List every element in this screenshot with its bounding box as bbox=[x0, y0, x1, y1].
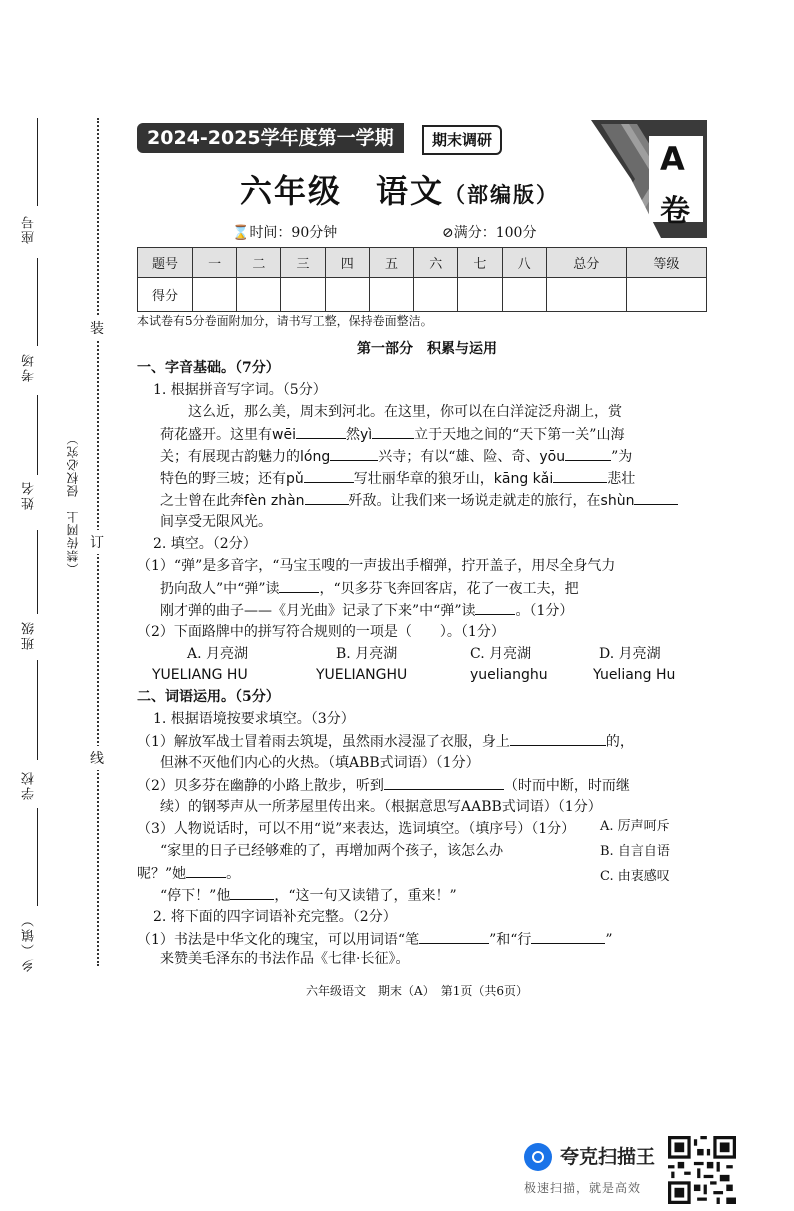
table-cell: 一 bbox=[193, 248, 237, 278]
township-line[interactable] bbox=[37, 808, 38, 906]
check-circle-icon: ⊘ bbox=[442, 225, 454, 241]
name-line[interactable] bbox=[37, 395, 38, 475]
pinyin: shùn bbox=[600, 493, 635, 509]
q2-item2 bbox=[137, 775, 630, 796]
table-cell: 八 bbox=[502, 248, 546, 278]
q1-sub2: 2. 填空。（2分） bbox=[153, 536, 257, 552]
text: 扔向敌人”中“弹”读 bbox=[160, 581, 280, 597]
q2-sub2-item1: 来赞美毛泽东的书法作品《七律·长征》。 bbox=[160, 951, 410, 967]
copyright-note: （禁传网上 侵权必究） bbox=[66, 432, 80, 575]
score-cell[interactable] bbox=[502, 278, 546, 312]
text: 之士曾在此奔 bbox=[160, 493, 244, 509]
exam-room-line[interactable] bbox=[37, 258, 38, 346]
q2-item3: （3）人物说话时，可以不用“说”来表达，选词填空。（填序号）（1分） bbox=[137, 821, 576, 837]
pinyin: yì bbox=[359, 427, 373, 443]
q1-passage-line bbox=[160, 490, 678, 511]
part-title: 第一部分 积累与运用 bbox=[357, 341, 497, 357]
text: 特色的野三坡；还有 bbox=[160, 471, 286, 487]
text: 立于天地之间的“天下第一关”山海 bbox=[414, 427, 625, 443]
q2-item2: 续）的钢琴声从一所茅屋里传出来。（根据意思写AABB式词语）（1分） bbox=[160, 799, 602, 815]
page-title bbox=[240, 166, 559, 212]
answer-blank[interactable] bbox=[296, 424, 346, 439]
text: 荷花盛开。这里有 bbox=[160, 427, 272, 443]
answer-blank[interactable] bbox=[553, 468, 607, 483]
speech-choice-box bbox=[600, 814, 670, 889]
q1-sub2-item2: （2）下面路牌中的拼写符合规则的一项是（ ）。（1分） bbox=[137, 624, 505, 640]
score-cell[interactable] bbox=[369, 278, 413, 312]
choice-b: B. 自言自语 bbox=[600, 844, 670, 859]
score-table-score-row bbox=[138, 278, 707, 312]
text: 歼敌。让我们来一场说走就走的旅行，在 bbox=[348, 493, 601, 509]
text: 刚才弹的曲子——《月光曲》记录了下来”中“弹”读 bbox=[160, 603, 476, 619]
text: 兴寺；有以“雄、险、奇、 bbox=[378, 449, 540, 465]
answer-blank[interactable] bbox=[186, 863, 226, 878]
answer-blank[interactable] bbox=[531, 929, 605, 944]
full-score-text: 满分：100分 bbox=[453, 225, 537, 241]
q1-passage-line: 间享受无限风光。 bbox=[160, 514, 272, 530]
answer-blank[interactable] bbox=[510, 731, 606, 746]
text: 写壮丽华章的狼牙山， bbox=[353, 471, 494, 487]
text: ”为 bbox=[611, 449, 633, 465]
pinyin: yōu bbox=[539, 449, 566, 465]
score-cell[interactable] bbox=[193, 278, 237, 312]
answer-blank[interactable] bbox=[230, 885, 274, 900]
class-line[interactable] bbox=[37, 530, 38, 614]
exam-type-tag: 期末调研 bbox=[422, 125, 502, 155]
score-cell[interactable] bbox=[546, 278, 626, 312]
answer-blank[interactable] bbox=[372, 424, 414, 439]
choice-c: C. 由衷感叹 bbox=[600, 869, 670, 884]
name-label: 姓名 bbox=[22, 480, 37, 510]
table-cell: 六 bbox=[414, 248, 458, 278]
answer-blank[interactable] bbox=[475, 600, 515, 615]
text: （2）贝多芬在幽静的小路上散步，听到 bbox=[137, 778, 384, 794]
table-cell: 等级 bbox=[626, 248, 706, 278]
option-a-pinyin: YUELIANG HU bbox=[152, 667, 248, 683]
text: 关；有展现古韵魅力的 bbox=[160, 449, 300, 465]
option-b-pinyin: YUELIANGHU bbox=[316, 667, 408, 683]
answer-blank[interactable] bbox=[330, 446, 378, 461]
q1-passage-line: 这么近，那么美，周末到河北。在这里，你可以在白洋淀泛舟湖上，赏 bbox=[188, 404, 622, 420]
edition-text: （部编版） bbox=[444, 182, 560, 207]
text: ，“这一句又读错了，重来！” bbox=[274, 888, 457, 904]
answer-blank[interactable] bbox=[419, 929, 489, 944]
q1-heading: 一、字音基础。（7分） bbox=[137, 360, 280, 376]
answer-blank[interactable] bbox=[634, 490, 678, 505]
text: （时而中断，时而继 bbox=[503, 778, 630, 794]
scanner-slogan: 极速扫描，就是高效 bbox=[524, 1181, 642, 1195]
q2-item3: “家里的日子已经够难的了，再增加两个孩子，该怎么办 bbox=[160, 843, 504, 859]
q2-item1 bbox=[137, 731, 634, 752]
option-d-pinyin: Yueliang Hu bbox=[593, 667, 676, 683]
q2-sub1: 1. 根据语境按要求填空。（3分） bbox=[153, 711, 355, 727]
q2-sub2: 2. 将下面的四字词语补充完整。（2分） bbox=[153, 909, 397, 925]
table-cell: 七 bbox=[458, 248, 502, 278]
score-cell[interactable] bbox=[281, 278, 325, 312]
qr-code-icon bbox=[668, 1136, 736, 1204]
paper-letter-a: A bbox=[660, 140, 685, 178]
class-label: 班级 bbox=[22, 620, 37, 650]
text: ”和“行 bbox=[489, 932, 532, 948]
q1-sub1: 1. 根据拼音写字词。（5分） bbox=[153, 382, 327, 398]
q2-heading: 二、词语运用。（5分） bbox=[137, 689, 280, 705]
neatness-note: 本试卷有5分卷面附加分，请书写工整，保持卷面整洁。 bbox=[137, 314, 433, 328]
score-info bbox=[442, 222, 536, 242]
table-cell: 四 bbox=[325, 248, 369, 278]
answer-blank[interactable] bbox=[565, 446, 611, 461]
text: 悲壮 bbox=[607, 471, 636, 487]
school-line[interactable] bbox=[37, 660, 38, 760]
binding-char-xian: 线 bbox=[90, 746, 104, 770]
q1-passage-line bbox=[160, 446, 632, 467]
option-d-label[interactable]: D. 月亮湖 bbox=[599, 646, 661, 662]
text: 。（1分） bbox=[515, 603, 574, 619]
q2-item3 bbox=[137, 863, 240, 884]
text: （1）解放军战士冒着雨去筑堤，虽然雨水浸湿了衣服，身上 bbox=[137, 734, 510, 750]
score-cell[interactable] bbox=[325, 278, 369, 312]
score-cell[interactable] bbox=[237, 278, 281, 312]
option-c-label[interactable]: C. 月亮湖 bbox=[470, 646, 532, 662]
pinyin: fèn zhàn bbox=[244, 493, 305, 509]
table-cell: 三 bbox=[281, 248, 325, 278]
scanner-app-name: 夸克扫描王 bbox=[560, 1146, 656, 1168]
q1-sub2-item1: （1）“弹”是多音字，“马宝玉嗖的一声拔出手榴弹，拧开盖子，用尽全身气力 bbox=[137, 558, 616, 574]
score-cell[interactable] bbox=[626, 278, 706, 312]
text: 的， bbox=[605, 734, 634, 750]
paper-letter-juan: 卷 bbox=[660, 194, 690, 229]
township-label: 乡（镇） bbox=[22, 912, 37, 972]
text: ，“贝多芬飞奔回客店，花了一夜工夫，把 bbox=[319, 581, 579, 597]
year-term-banner: 2024-2025学年度第一学期 bbox=[137, 123, 404, 153]
text: ” bbox=[605, 932, 613, 948]
table-cell: 二 bbox=[237, 248, 281, 278]
seat-number-line[interactable] bbox=[37, 118, 38, 206]
q2-item1: 但淋不灭他们内心的火热。（填ABB式词语）（1分） bbox=[160, 755, 480, 771]
option-c-pinyin: yuelianghu bbox=[470, 667, 548, 683]
text: （1）书法是中华文化的瑰宝，可以用词语“笔 bbox=[137, 932, 420, 948]
scanner-logo-icon bbox=[524, 1143, 552, 1171]
score-cell[interactable] bbox=[414, 278, 458, 312]
score-table bbox=[137, 247, 707, 312]
binding-char-ding: 订 bbox=[90, 530, 104, 554]
q1-passage-line bbox=[160, 424, 624, 445]
table-cell: 总分 bbox=[546, 248, 626, 278]
pinyin: lóng bbox=[300, 449, 331, 465]
hourglass-icon: ⌛ bbox=[232, 225, 250, 241]
table-cell: 得分 bbox=[138, 278, 193, 312]
page-footer: 六年级语文 期末（A） 第1页（共6页） bbox=[306, 984, 528, 998]
text: “停下！”他 bbox=[160, 888, 231, 904]
table-cell: 五 bbox=[369, 248, 413, 278]
q2-sub2-item1 bbox=[137, 929, 613, 950]
time-info bbox=[232, 222, 337, 242]
text: 然 bbox=[345, 427, 360, 443]
answer-blank[interactable] bbox=[279, 578, 319, 593]
seat-number-label: 座号 bbox=[22, 214, 37, 244]
exam-room-label: 考场 bbox=[22, 352, 37, 382]
table-cell: 题号 bbox=[138, 248, 193, 278]
choice-a: A. 厉声呵斥 bbox=[600, 819, 670, 834]
text: 呢？”她 bbox=[137, 866, 187, 882]
q1-sub2-item1 bbox=[160, 600, 573, 621]
score-table-header-row bbox=[138, 248, 707, 278]
q1-passage-line bbox=[160, 468, 635, 489]
option-b-label[interactable]: B. 月亮湖 bbox=[336, 646, 398, 662]
pinyin: wēi bbox=[272, 427, 296, 443]
score-cell[interactable] bbox=[458, 278, 502, 312]
time-text: 时间：90分钟 bbox=[249, 225, 338, 241]
binding-char-zhuang: 装 bbox=[90, 316, 104, 340]
answer-blank[interactable] bbox=[304, 468, 354, 483]
q2-item3 bbox=[160, 885, 457, 906]
text: 。 bbox=[226, 866, 241, 882]
answer-blank[interactable] bbox=[305, 490, 349, 505]
pinyin: pǔ bbox=[286, 471, 304, 487]
q1-sub2-item1 bbox=[160, 578, 579, 599]
title-text: 六年级 语文 bbox=[240, 172, 445, 210]
school-label: 学校 bbox=[22, 770, 37, 800]
pinyin: kāng kǎi bbox=[493, 471, 554, 487]
answer-blank[interactable] bbox=[384, 775, 504, 790]
option-a-label[interactable]: A. 月亮湖 bbox=[187, 646, 249, 662]
